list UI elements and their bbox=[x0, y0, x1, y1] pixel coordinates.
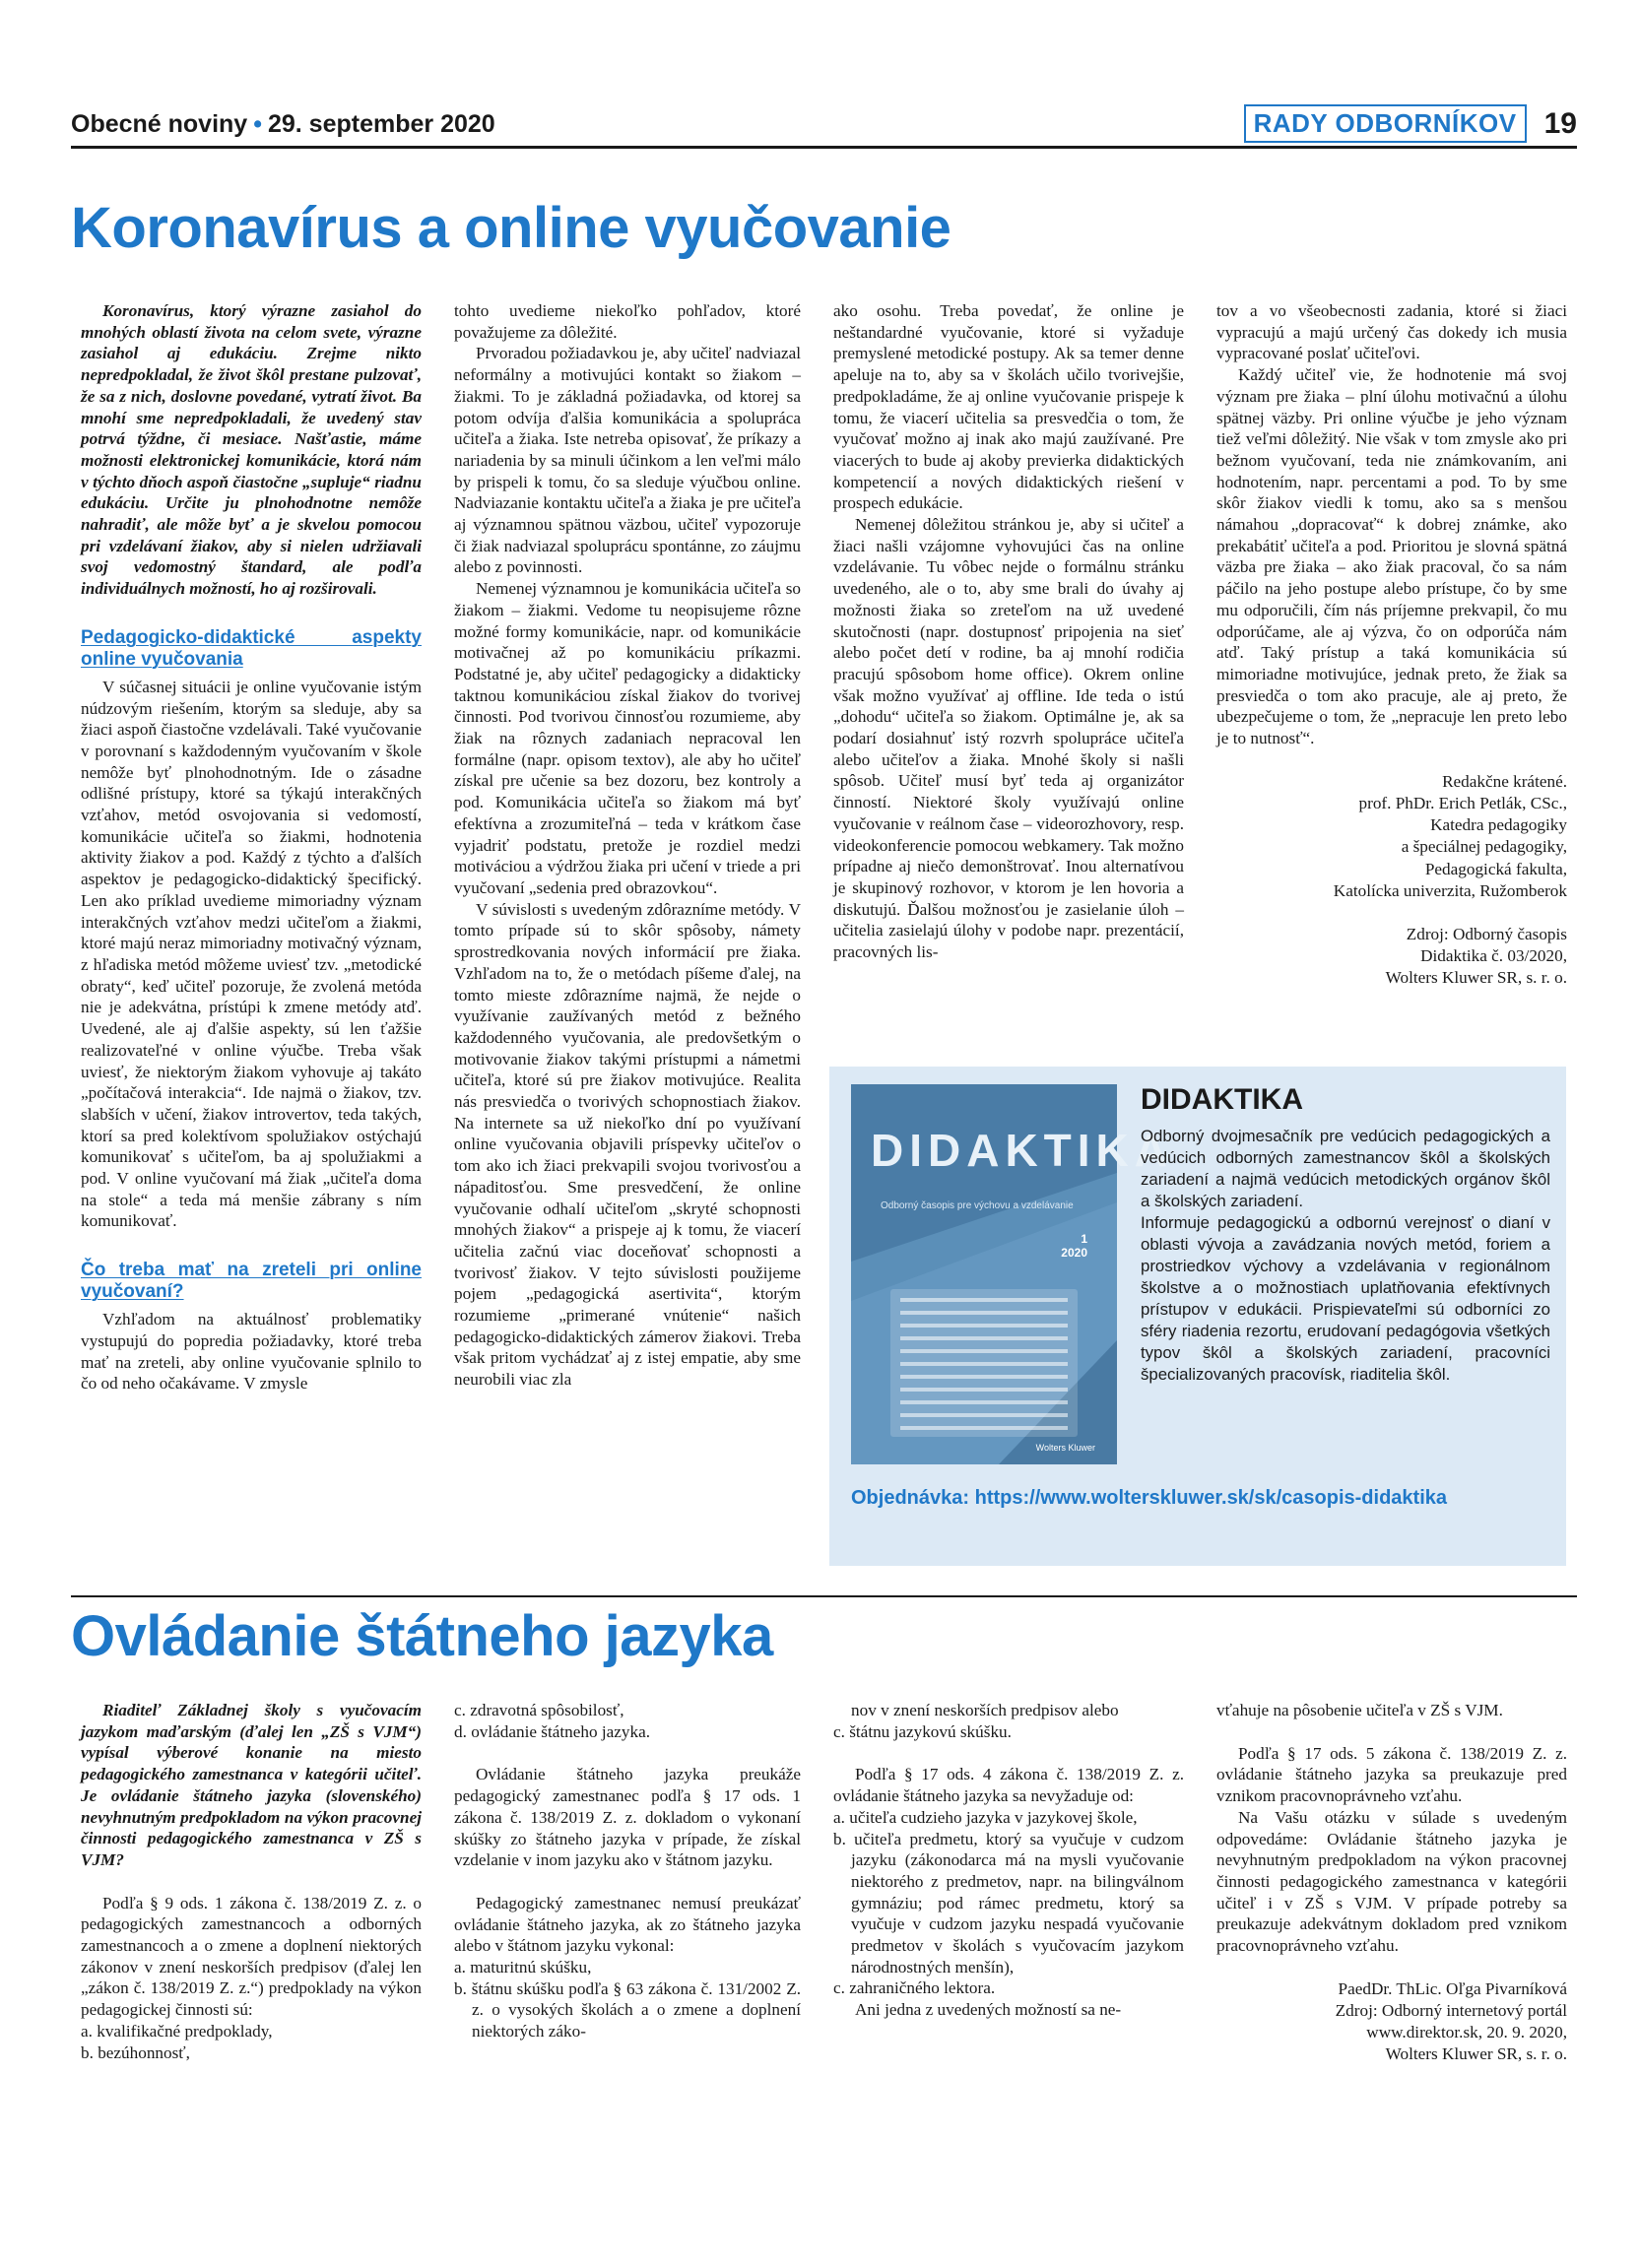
source-note bbox=[1216, 924, 1567, 990]
article2-column-2 bbox=[454, 1700, 801, 2042]
article1-column-4 bbox=[1216, 300, 1567, 990]
cover-contents-list bbox=[890, 1289, 1078, 1437]
paragraph: V súčasnej situácii je online vyučovanie istým núdzovým riešením, ktorým sa sleduje, aby sa žiaci aspoň čiastočne vzdelávali. Také vyučovanie v porovnaní s každodenným vyučovaním v škole nemôže byť plnohodnotným. Ide o zásadne odlišné prístupy, ktoré sa týkajú interakčných vzťahov, metód osvojovania si vedomostí, komunikácie učiteľa so žiakmi, hodnotenia aktivity žiakov a pod. Každý z týchto a ďalších aspektov je pedagogicko-didaktický špecifický. Len ako príklad uvedieme mimoriadny význam interakčných vzťahov medzi učiteľom a žiakmi, ktoré majú neraz mimoriadny motivačný význam, z hľadiska metód môžeme uviesť tzv. „metodické obraty“, keď učiteľ pozoruje, že zvolená metóda nie je adekvátna, prístúpi k zmene metódy atď. Uvedené, ale aj ďalšie aspekty, sú len ťažšie realizovateľné v online výučbe. Treba však uviesť, že niektorým žiakom vyhovuje aj takáto „počítačová interakcia“. Ide najmä o žiakov, tzv. slabších v učení, žiakov introvertov, teda takých, ktorí sa pred kolektívom spolužiakov ostýchajú komunikovať s učiteľom, ba aj spolužiakmi a pod. V online vyučovaní má žiak „učiteľa doma na stole“ a teda má menšie zábrany s ním komunikovať. bbox=[81, 677, 422, 1231]
box-paragraph: Odborný dvojmesačník pre vedúcich pedagogických a vedúcich odborných zamestnancov škôl a školských zariadení a najmä vedúcich metodických orgánov škôl a školských zariadení. bbox=[1141, 1127, 1550, 1210]
article-lead: Riaditeľ Základnej školy s vyučovacím jazykom maďarským (ďalej len „ZŠ s VJM“) vypísal výberové konanie na miesto pedagogického zamestnanca v kategórii učiteľ. Je ovládanie štátneho jazyka (slovenského) nevyhnutným predpokladom na výkon pracovnej činnosti pedagogického zamestnanca v ZŠ s VJM? bbox=[81, 1701, 422, 1869]
author-signature bbox=[1216, 771, 1567, 902]
source-line: Didaktika č. 03/2020, bbox=[1420, 946, 1567, 966]
paragraph: Nemenej dôležitou stránkou je, aby si učiteľ a žiaci našli vzájomne vyhovujúci čas na online vzdelávanie. Tu vôbec nejde o formálnu stránku uvedeného, ale o to, aby sme brali do úvahy aj možnosti žiaka so zreteľom na už uvedené skutočnosti (napr. dostupnosť pripojenia na sieť alebo počet detí v rodine, ba aj mnohí rodičia pracujú spôsobom home office). Okrem online však možno využívať aj offline. Ide teda o istú „dohodu“ učiteľa so žiakom. Optimálne je, ak sa podarí dosiahnuť istý rozvrh spolupráce učiteľa alebo učiteľov a žiaka. Mnohé školy si našli spôsob. Učiteľ musí byť teda aj organizátor činností. Niektoré školy využívajú online vyučovanie v reálnom čase – videorozhovory, resp. videokonferencie pomocou webkamery. Tak možno prípadne aj niečo demonštrovať. Inou alternatívou je skupinový rozhovor, v ktorom je len hovoria a diskutujú. Ďalšou možnosťou je zasielanie úloh – učitelia zasielajú úlohy v podobe napr. prezentácií, pracovných lis- bbox=[833, 515, 1184, 962]
subheading: Pedagogicko-didaktické aspekty online vyučovania bbox=[81, 626, 422, 670]
list-item: b. štátnu skúšku podľa § 63 zákona č. 131/2002 Z. z. o vysokých školách a o zmene a doplnení niektorých záko- bbox=[454, 1978, 801, 2041]
paragraph: Ovládanie štátneho jazyka preukáže pedagogický zamestnanec podľa § 17 ods. 1 zákona č. 138/2019 Z. z. dokladom o vykonaní skúšky zo štátneho jazyka v prípade, že získal vzdelanie v inom jazyku ako v štátnom jazyku. bbox=[454, 1765, 801, 1870]
paragraph: ako osohu. Treba povedať, že online je neštandardné vyučovanie, ktoré si vyžaduje premyslené metodické postupy. Ak sa temer denne apeluje na to, aby sa v školách učilo tvorivejšie, predpokladáme, že aj online vyučovanie prispeje k tomu, že viacerí učitelia sa presvedčia o tom, že vyučovať možno aj inak ako majú zaužívané. Pre viacerých to bude aj akoby previerka didaktických kompetencií a nových didaktických riešení v prospech edukácie. bbox=[833, 301, 1184, 513]
subheading: Čo treba mať na zreteli pri online vyučovaní? bbox=[81, 1260, 422, 1303]
paragraph: Podľa § 9 ods. 1 zákona č. 138/2019 Z. z. o pedagogických zamestnancoch a odborných zamestnancoch a o zmene a doplnení niektorých zákonov v znení neskorších predpisov (ďalej len „zákon č. 138/2019 Z. z.“) predpoklady na výkon pedagogickej činnosti sú: bbox=[81, 1893, 422, 2020]
signature-line: Katedra pedagogiky bbox=[1430, 815, 1567, 835]
article-lead: Koronavírus, ktorý výrazne zasiahol do mnohých oblastí života na celom svete, výrazne zasiahol aj edukáciu. Zrejme nikto nepredpokladal, že život škôl prestane pulzovať, že sa z nich, doslovne povedané, vytratí život. Ba mnohí sme nepredpokladali, že uvedený stav potrvá týždne, či mesiace. Našťastie, máme možnosti elektronickej komunikácie, ktorá nám v týchto dňoch aspoň čiastočne „supluje“ riadnu edukáciu. Určite ju plnohodnotne nemôže nahradiť, ale môže byť a je skvelou pomocou pri vzdelávaní žiakov, aby si nielen udržiavali svoj vedomostný štandard, ale podľa individuálnych možností, ho aj rozširovali. bbox=[81, 301, 422, 599]
list-item: a. učiteľa cudzieho jazyka v jazykovej škole, bbox=[833, 1807, 1138, 1827]
cover-title: DIDAKTIKA bbox=[871, 1125, 1173, 1176]
paragraph: Vzhľadom na aktuálnosť problematiky vystupujú do popredia požiadavky, ktoré treba mať na zreteli, aby online vyučovanie splnilo to čo od neho očakávame. V zmysle bbox=[81, 1310, 422, 1393]
magazine-cover-image bbox=[851, 1084, 1173, 1464]
article1-column-3 bbox=[833, 300, 1184, 963]
signature-line: www.direktor.sk, 20. 9. 2020, bbox=[1366, 2023, 1567, 2042]
header-paper-date bbox=[71, 110, 495, 139]
page-number: 19 bbox=[1543, 106, 1577, 140]
article-title: Koronavírus a online vyučovanie bbox=[71, 196, 951, 260]
section-divider bbox=[71, 1595, 1577, 1597]
box-description bbox=[1141, 1126, 1550, 1386]
author-signature bbox=[1216, 1978, 1567, 2066]
issue-date: 29. september 2020 bbox=[267, 110, 495, 138]
signature-line: Zdroj: Odborný internetový portál bbox=[1335, 2000, 1567, 2020]
paper-name: Obecné noviny bbox=[71, 110, 248, 138]
signature-line: Pedagogická fakulta, bbox=[1424, 859, 1567, 878]
signature-line: Katolícka univerzita, Ružomberok bbox=[1333, 880, 1567, 900]
section-rubric: RADY ODBORNÍKOV bbox=[1244, 104, 1527, 143]
paragraph: Podľa § 17 ods. 5 zákona č. 138/2019 Z. z. ovládanie štátneho jazyka sa preukazuje pred vznikom pracovnoprávneho vzťahu. bbox=[1216, 1743, 1567, 1806]
header-rule bbox=[71, 146, 1577, 149]
cover-issue: 1 2020 bbox=[1061, 1232, 1087, 1260]
list-item: a. maturitnú skúšku, bbox=[454, 1958, 592, 1977]
article1-column-2 bbox=[454, 300, 801, 1391]
source-line: Zdroj: Odborný časopis bbox=[1406, 924, 1567, 943]
paragraph: Nemenej významnou je komunikácia učiteľa so žiakom – žiakmi. Vedome tu neopisujeme rôzne možné formy komunikácie, napr. od komunikácie motivačnej až po komunikáciu príkazmi. Podstatné je, aby učiteľ pedagogicky a didakticky taktnou komunikáciou získal žiakov do tvorivej činnosti. Pod tvorivou činnosťou rozumieme, aby žiak na rôznych zadaniach nepracoval len formálne (napr. opisom textov), ale aby ho učiteľ získal pre učenie sa bez dozoru, bez kontroly a pod. Komunikácia učiteľa so žiakom má byť efektívna a zrozumiteľná – teda v krátkom čase vyjadriť podstatu, pretože je rozdiel medzi motiváciou a výdržou žiaka pri učení v triede a pri vyučovaní „sedenia pred obrazovkou“. bbox=[454, 579, 801, 897]
list-item: c. štátnu jazykovú skúšku. bbox=[833, 1721, 1012, 1741]
paragraph: Prvoradou požiadavkou je, aby učiteľ nadviazal neformálny a motivujúci kontakt so žiakom – žiakmi. To je základná požiadavka, od ktorej sa potom odvíja ďalšia komunikácia a spolupráca učiteľa a žiaka. Iste netreba opisovať, že príkazy a nariadenia by sa minuli účinkom a len veľmi málo by prispeli k tomu, čo sa sleduje výučbou online. Nadviazanie kontaktu učiteľa a žiaka je pre učiteľa aj významnou spätnou väzbou, učiteľ vypozoruje či žiak nadviazal spoluprácu spontánne, zo záujmu alebo z povinnosti. bbox=[454, 344, 801, 577]
list-item: b. učiteľa predmetu, ktorý sa vyučuje v cudzom jazyku (zákonodarca má na mysli vyučovanie niektorého z predmetov, napr. na bilingválnom gymnáziu; pod rámec predmetu, ktorý sa vyučuje v cudzom jazyku nespadá vyučovanie predmetov v školách s vyučovacím jazykom národnostných menšín), bbox=[833, 1829, 1184, 1976]
article-title: Ovládanie štátneho jazyka bbox=[71, 1604, 773, 1668]
box-heading: DIDAKTIKA bbox=[1141, 1083, 1303, 1116]
signature-line: PaedDr. ThLic. Oľga Pivarníková bbox=[1338, 1978, 1567, 1998]
paragraph: Pedagogický zamestnanec nemusí preukázať ovládanie štátneho jazyka, ak zo štátneho jazyka alebo v štátnom jazyku vykonal: bbox=[454, 1893, 801, 1956]
paragraph: Ani jedna z uvedených možností sa ne- bbox=[855, 2000, 1122, 2020]
header-right bbox=[1244, 104, 1577, 143]
cover-subtitle: Odborný časopis pre výchovu a vzdelávanie bbox=[881, 1200, 1074, 1211]
article2-column-1 bbox=[81, 1700, 422, 2063]
paragraph: vťahuje na pôsobenie učiteľa v ZŠ s VJM. bbox=[1216, 1701, 1503, 1719]
article2-column-4 bbox=[1216, 1700, 1567, 2066]
list-item: b. bezúhonnosť, bbox=[81, 2042, 190, 2062]
article2-column-3 bbox=[833, 1700, 1184, 2021]
order-link[interactable]: Objednávka: https://www.wolterskluwer.sk/sk/casopis-didaktika bbox=[851, 1487, 1448, 1509]
signature-line: Redakčne krátené. bbox=[1442, 771, 1567, 791]
list-item: c. zahraničného lektora. bbox=[833, 1978, 996, 1998]
source-line: Wolters Kluwer SR, s. r. o. bbox=[1385, 968, 1567, 988]
list-item: d. ovládanie štátneho jazyka. bbox=[454, 1721, 651, 1741]
bullet-separator: • bbox=[253, 110, 262, 138]
signature-line: Wolters Kluwer SR, s. r. o. bbox=[1385, 2044, 1567, 2064]
paragraph: tohto uvedieme niekoľko pohľadov, ktoré považujeme za dôležité. bbox=[454, 301, 801, 342]
signature-line: a špeciálnej pedagogiky, bbox=[1401, 837, 1567, 857]
article1-column-1 bbox=[81, 300, 422, 1394]
paragraph: Každý učiteľ vie, že hodnotenie má svoj význam pre žiaka – plní úlohu motivačnú a úlohu spätnej väzby. Pri online výučbe je jeho význam tiež veľmi dôležitý. Nie však v tom zmysle ako pri bežnom vyučovaní, teda nie známkovaním, ani hodnotením, napr. percentami a pod. To by sme skôr žiakov viedli k tomu, ako sa s menšou námahou „dopracovať“ k dobrej známke, ako prekabátiť učiteľa a pod. Prioritou je slovná spätná väzba pre žiaka – ako žiak pracoval, čo sa nám páčilo na jeho postupe alebo prístupe, čo by sme mu odporučili, čím nás príjemne prekvapil, čo mu odporúčame, ale aj výzva, čo on odporúča nám atď. Taký prístup a taká komunikácia sú mimoriadne motivujúce, jednak preto, že žiak sa presviedča o tom ako pracuje, ale aj preto, že ubezpečujeme o tom, že „nepracuje len preto lebo je to nutnosť“. bbox=[1216, 365, 1567, 748]
signature-line: prof. PhDr. Erich Petlák, CSc., bbox=[1358, 793, 1567, 812]
paragraph: Podľa § 17 ods. 4 zákona č. 138/2019 Z. z. ovládanie štátneho jazyka sa nevyžaduje od: bbox=[833, 1765, 1184, 1806]
list-item: a. kvalifikačné predpoklady, bbox=[81, 2021, 273, 2041]
list-item: c. zdravotná spôsobilosť, bbox=[454, 1701, 624, 1719]
paragraph: nov v znení neskorších predpisov alebo bbox=[851, 1701, 1119, 1719]
box-paragraph: Informuje pedagogickú a odbornú verejnosť o dianí v oblasti vývoja a zavádzania nových metód, foriem a prostriedkov výchovy a vzdelávania v regionálnom školstve a o možnostiach uplatňovania efektívnych prístupov v edukácii. Prispievateľmi sú odborníci zo sféry riadenia rezortu, erudovaní pedagógovia všetkých typov škôl a školských zariadení, pracovníci špecializovaných pracovísk, riaditelia škôl. bbox=[1141, 1213, 1550, 1384]
publisher-logo: Wolters Kluwer bbox=[1035, 1443, 1095, 1453]
paragraph: V súvislosti s uvedeným zdôrazníme metódy. V tomto prípade sú to skôr spôsoby, námety sprostredkovania nových informácií pre žiaka. Vzhľadom na to, že o metódach píšeme ďalej, na tomto mieste zdôrazníme najmä, že nejde o využívanie zaužívaných metód z bežného každodenného vyučovania, ale predovšetkým o motivovanie žiakov takými prístupmi a námetmi učiteľa, ktoré sú pre žiakov motivujúce. Realita nás presviedča o tvorivých schopnostiach žiakov. Na internete sa už niekoľko dní po využívaní online vyučovania objavili príspevky učiteľov o tom ako ich žiaci prekvapili svojou tvorivosťou a nápaditosťou. Sme presvedčení, že online vyučovanie odhalí učiteľom „skryté schopnosti mnohých žiakov“ a prispeje aj k tomu, že viacerí učitelia začnú viac doceňovať schopnosti a tvorivosť žiakov. V tejto súvislosti použijeme pojem „pedagogická asertivita“, ktorým rozumieme „primerané vnútenie“ našich pedagogicko-didaktických zámerov žiakovi. Treba však pritom vychádzať aj z istej empatie, aby sme neurobili viac zla bbox=[454, 899, 801, 1390]
paragraph: Na Vašu otázku v súlade s uvedeným odpovedáme: Ovládanie štátneho jazyka je nevyhnutným predpokladom na výkon pracovnej činnosti pedagogického zamestnanca v kategórii učiteľ i v ZŠ s VJM. V prípade potreby sa preukazuje adekvátnym dokladom pred vznikom pracovnoprávneho vzťahu. bbox=[1216, 1807, 1567, 1956]
paragraph: tov a vo všeobecnosti zadania, ktoré si žiaci vypracujú a majú určený čas dokedy ich musia vypracované poslať učiteľovi. bbox=[1216, 301, 1567, 363]
